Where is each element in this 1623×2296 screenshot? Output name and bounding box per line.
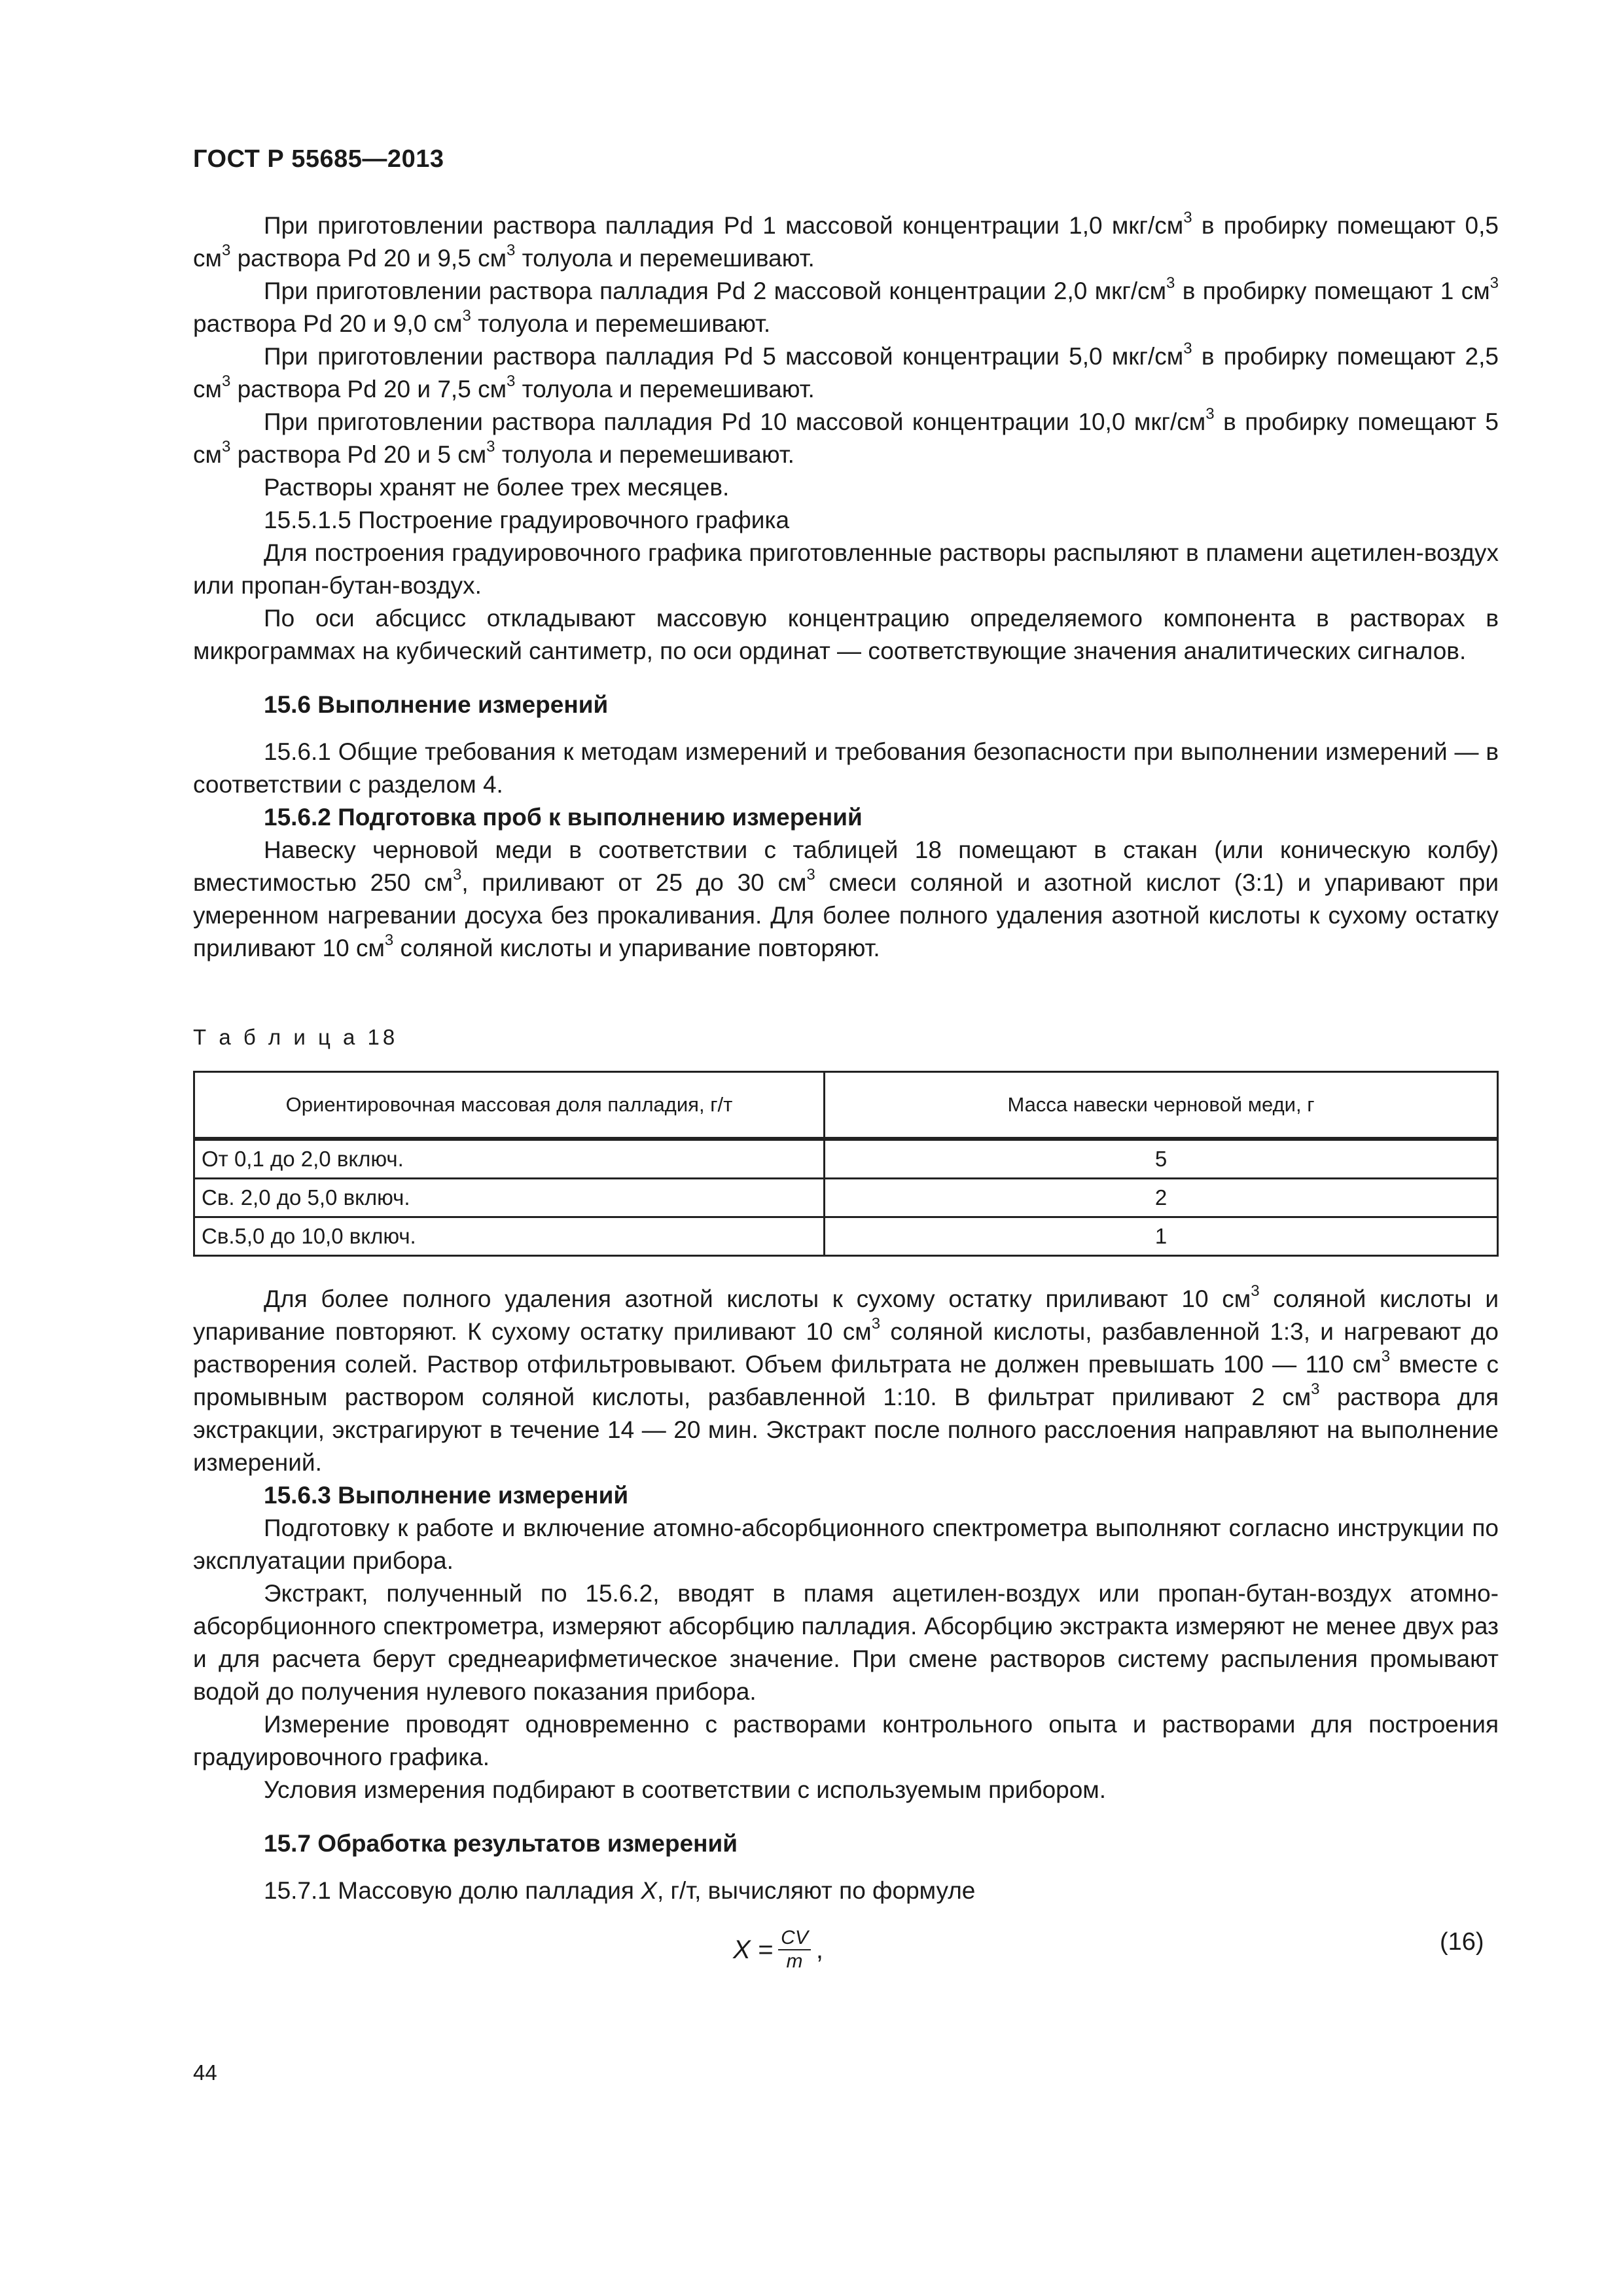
table-cell: 1 (825, 1217, 1498, 1256)
text-block-bottom (193, 1283, 1499, 1907)
document-header: ГОСТ Р 55685—2013 (193, 145, 444, 173)
paragraph: При приготовлении раствора палладия Pd 5 массовой концентрации 5,0 мкг/$см^3$ в пробирку помещают 2,5 $см^3$ раствора Pd 20 и 7,5 $см^3$ толуола и перемешивают. (193, 339, 1499, 403)
equation-number: (16) (1440, 1928, 1484, 1956)
paragraph: При приготовлении раствора палладия Pd 10 массовой концентрации 10,0 мкг/$см^3$ в пробирку помещают 5 $см^3$ раствора Pd 20 и 5 $см^3$ толуола и перемешивают. (193, 404, 1499, 468)
paragraph: Измерение проводят одновременно с растворами контрольного опыта и растворами для построения градуировочного графика. (193, 1711, 1499, 1770)
section-heading: 15.6.3 Выполнение измерений (264, 1482, 629, 1509)
paragraph: Экстракт, полученный по 15.6.2, вводят в пламя ацетилен-воздух или пропан-бутан-воздух атомно-абсорбционного спектрометра, измеряют абсорбцию палладия. Абсорбцию экстракта измеряют не менее двух раз и для расчета берут среднеарифметическое значение. При смене растворов систему распыления промывают водой до получения нулевого показания прибора. (193, 1580, 1499, 1705)
page-number: 44 (193, 2060, 217, 2085)
section-heading: 15.6.2 Подготовка проб к выполнению измерений (264, 804, 863, 831)
formula-numerator: CV (778, 1927, 811, 1950)
paragraph: Условия измерения подбирают в соответствии с используемым прибором. (264, 1776, 1107, 1803)
paragraph: Растворы хранят не более трех месяцев. (264, 474, 730, 501)
subsection-title: 15.5.1.5 Построение градуировочного графика (264, 507, 790, 533)
paragraph: Подготовку к работе и включение атомно-абсорбционного спектрометра выполняют согласно инструкции по эксплуатации прибора. (193, 1515, 1499, 1574)
table-header-cell: Масса навески черновой меди, г (825, 1072, 1498, 1139)
table-cell: 5 (825, 1139, 1498, 1179)
table-cell: Св. 2,0 до 5,0 включ. (194, 1179, 825, 1217)
table-cell: 2 (825, 1179, 1498, 1217)
section-heading: 15.6 Выполнение измерений (264, 691, 609, 718)
paragraph: По оси абсцисс откладывают массовую концентрацию определяемого компонента в растворах в микрограммах на кубический сантиметр, по оси ординат — соответствующие значения аналитических сигналов. (193, 605, 1499, 664)
table-header-cell: Ориентировочная массовая доля палладия, г/т (194, 1072, 825, 1139)
section-heading: 15.7 Обработка результатов измерений (264, 1830, 738, 1857)
table-row (194, 1179, 1498, 1217)
formula-tail: , (815, 1935, 823, 1964)
formula-fraction (778, 1927, 811, 1973)
formula-16 (733, 1927, 823, 1973)
table-cell: Св.5,0 до 10,0 включ. (194, 1217, 825, 1256)
table-cell: От 0,1 до 2,0 включ. (194, 1139, 825, 1179)
paragraph: 15.7.1 Массовую долю палладия X, г/т, вычисляют по формуле (264, 1877, 976, 1904)
paragraph: Для построения градуировочного графика приготовленные растворы распыляют в пламени ацетилен-воздух или пропан-бутан-воздух. (193, 539, 1499, 599)
paragraph: 15.6.1 Общие требования к методам измерений и требования безопасности при выполнении измерений — в соответствии с разделом 4. (193, 738, 1499, 798)
table-caption: Т а б л и ц а 18 (193, 1025, 399, 1049)
table-18 (193, 1071, 1499, 1257)
paragraph: При приготовлении раствора палладия Pd 2 массовой концентрации 2,0 мкг/$см^3$ в пробирку помещают 1 $см^3$ раствора Pd 20 и 9,0 $см^3$ толуола и перемешивают. (193, 274, 1499, 337)
formula-denominator: m (786, 1950, 803, 1972)
formula-lhs: X = (733, 1935, 774, 1964)
paragraph: При приготовлении раствора палладия Pd 1 массовой концентрации 1,0 мкг/$см^3$ в пробирку помещают 0,5 $см^3$ раствора Pd 20 и 9,5 $см^3$ толуола и перемешивают. (193, 208, 1499, 272)
table-row (194, 1217, 1498, 1256)
text-block-top (193, 209, 1499, 965)
paragraph: Для более полного удаления азотной кислоты к сухому остатку приливают 10 $см^3$ соляной кислоты и упаривание повторяют. К сухому остатку приливают 10 $см^3$ соляной кислоты, разбавленной 1:3, и нагревают до растворения солей. Раствор отфильтровывают. Объем фильтрата не должен превышать 100 — 110 $см^3$ вместе с промывным раствором соляной кислоты, разбавленной 1:10. В фильтрат приливают 2 $см^3$ раствора для экстракции, экстрагируют в течение 14 — 20 мин. Экстракт после полного расслоения направляют на выполнение измерений. (193, 1282, 1499, 1476)
table-row (194, 1139, 1498, 1179)
paragraph: Навеску черновой меди в соответствии с таблицей 18 помещают в стакан (или коническую колбу) вместимостью 250 $см^3$, приливают от 25 до 30 $см^3$ смеси соляной и азотной кислот (3:1) и упаривают при умеренном нагревании досуха без прокаливания. Для более полного удаления азотной кислоты к сухому остатку приливают 10 $см^3$ соляной кислоты и упаривание повторяют. (193, 836, 1499, 961)
